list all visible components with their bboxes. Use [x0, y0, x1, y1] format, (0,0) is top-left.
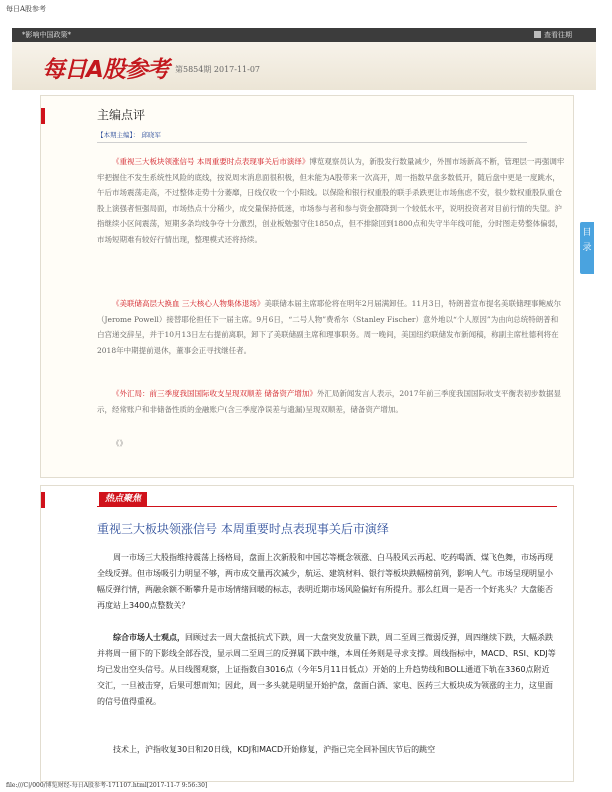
paragraph-text-3: 外汇局新闻发言人表示，2017年前三季度我国国际收支平衡表初步数据显示，经常账户和非储备性质的金融账户(含三季度净误差与遗漏)呈现双顺差，储备资产增加。	[97, 389, 561, 414]
paragraph-body-2: 回顾过去一周大盘抵抗式下跌，周一大盘突发放量下跌，周二至周三微弱反弹，周四继续下跌，大幅杀跌并将周一留下的下影线全部吞没，显示周二至周三的反弹属下跌中继，本周任务则是寻求支撑。周线指标中，MACD、RSI、KDJ等均已发出空头信号。从日线图观察，上证指数自3016点（今年5月11日低点）开始的上升趋势线和BOLL通道下轨在3360点附近交汇，一旦被击穿，后果可想而知；因此，周一多头就是明显开始护盘，盘面白酒、家电、医药三大板块成为领涨的主力，这里面的信号值得重视。	[97, 633, 556, 706]
table-of-contents-button[interactable]: 目录	[580, 222, 594, 274]
logo: 每日A股参考	[42, 57, 169, 83]
article-paragraph-3	[97, 742, 557, 758]
hot-focus-tag: 热点聚焦	[99, 492, 147, 506]
headline-link-3[interactable]: 《外汇局：前三季度我国国际收支呈现双顺差 储备资产增加》	[112, 389, 317, 398]
paragraph-text-1: 博览观察员认为，新股发行数量减少，外围市场新高不断，管理层一再强调牢牢把握住不发生系统性风险的底线，按说周末消息面很积极，但未能为A股带来一次高开，周一指数早盘多数低开，随后盘中更是一度跳水，午后市场震荡走高，不过整体走势十分萎靡，日线仅收一个小阳线。以保险和银行权重股的联手杀跌更让市场焦虑不安，很少数权重股队重仓股上演强者恒强局面，市场热点十分稀少，成交量保持低迷，市场参与者和参与资金都降到一个较低水平，说明投资者对目前行情的失望。沪指继续小区间震荡，短期多条均线争夺十分激烈，创业板勉强守住1850点，但不排除回到1800点和失守半年线可能，分时图走势整体偏弱，市场短期难有较好行情出现，整理模式还将持续。	[97, 157, 565, 244]
article-paragraph-2	[97, 630, 557, 710]
issue-number: 第5854期 2017-11-07	[175, 65, 261, 74]
top-bar	[12, 28, 596, 42]
paragraph-body-1: 周一市场三大股指维持震荡上扬格局，盘面上次新股和中国芯等概念领涨、白马股风云再起、吃药喝酒、煤飞色舞，市场再现全线反弹。但市场吸引力明显不够，两市成交量再次减少，航运、建筑材料、银行等板块跌幅榜前列，影响人气。市场呈现明显小幅反弹行情，两融余额不断攀升是市场情绪回暖的标志，表明近期市场风险偏好有所提升。那么红周一是否一个好兆头？大盘能否再度站上3400点整数关？	[97, 553, 553, 610]
divider	[97, 142, 527, 143]
calendar-icon	[534, 31, 541, 38]
browser-tab-title: 每日A股参考	[6, 5, 47, 13]
section-title: 主编点评	[97, 108, 146, 122]
masthead	[12, 42, 596, 90]
comment-paragraph-3	[97, 386, 565, 417]
more-link[interactable]: 《》	[112, 439, 127, 448]
policy-label: *影响中国政策*	[22, 31, 71, 39]
headline-link-1[interactable]: 《重视三大板块领涨信号 本周重要时点表现事关后市演绎》	[112, 157, 310, 166]
section-marker	[41, 108, 45, 124]
editor-comment-card	[40, 95, 574, 478]
paragraph-body-3: 技术上，沪指收复30日和20日线，KDJ和MACD开始修复，沪指已完全回补国庆节后的跳空	[113, 745, 436, 754]
article-paragraph-1	[97, 550, 557, 614]
editor-name: 【本期主编】： 邱晓军	[97, 131, 161, 139]
view-history-link[interactable]	[534, 30, 572, 40]
editor-line	[97, 130, 161, 139]
hot-focus-card	[40, 485, 574, 782]
comment-paragraph-2	[97, 296, 565, 358]
article-title[interactable]: 重视三大板块领涨信号 本周重要时点表现事关后市演绎	[97, 522, 389, 536]
divider	[97, 506, 557, 507]
comment-paragraph-1	[97, 154, 565, 247]
footer-file-path: file:///C|/000/博览财经-每日A股参考-171107.html[2017-11-7 9:56:30]	[6, 782, 208, 789]
paragraph-lead-2: 综合市场人士观点，	[113, 633, 185, 642]
view-history-label: 查看往期	[544, 31, 572, 39]
headline-link-2[interactable]: 《美联储高层大换血 三大核心人物集体退场》	[112, 299, 265, 308]
section-marker	[41, 492, 45, 508]
paragraph-text-2: 美联储本届主席耶伦将在明年2月届满卸任。11月3日，特朗普宣布提名美联储理事鲍威尔（Jerome Powell）接替耶伦担任下一届主席。9月6日，“二号人物”费希尔（Stanley Fischer）意外地以“个人原因”为由向总统特朗普和白宫递交辞呈，并于10月13日左右提前离职，卸下了美联储副主席和理事职务。周一晚间，美国纽约联储发布新闻稿，称副主席杜德利将在2018年中期提前退休，董事会正寻找继任者。	[97, 299, 561, 355]
more-link-row	[97, 436, 565, 452]
